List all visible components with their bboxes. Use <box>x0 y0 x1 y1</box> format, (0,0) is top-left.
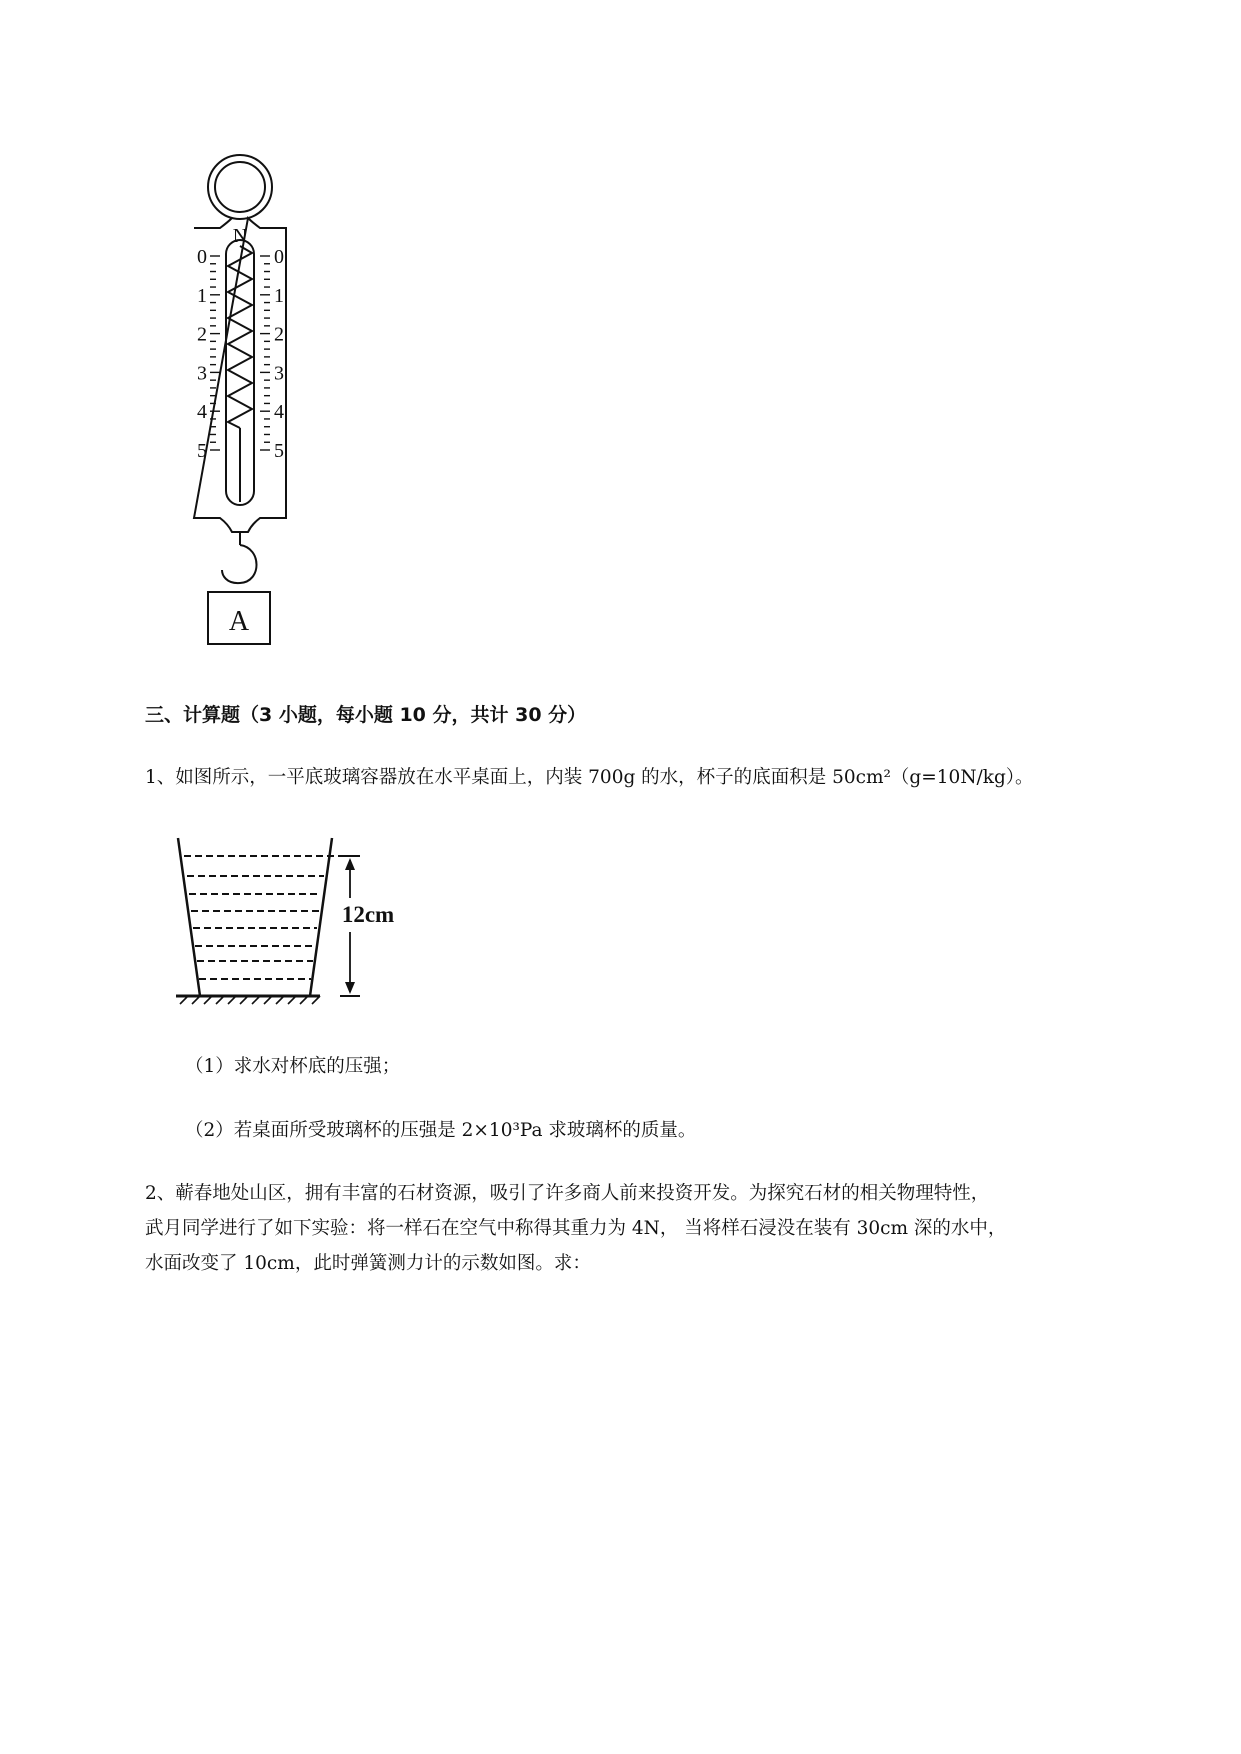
scale-label-left: 4 <box>197 401 207 424</box>
dimension-arrow-up <box>345 858 355 870</box>
scale-spring <box>228 246 252 428</box>
scale-label-right: 4 <box>274 401 284 424</box>
question-1-sub-2: （2）若桌面所受玻璃杯的压强是 2×10³Pa 求玻璃杯的质量。 <box>185 1120 697 1141</box>
scale-label-right: 3 <box>274 362 284 385</box>
scale-label-right: 2 <box>274 323 284 346</box>
question-1-text: 1、如图所示，一平底玻璃容器放在水平桌面上，内装 700g 的水，杯子的底面积是 50cm²（g=10N/kg）。 <box>145 767 1034 788</box>
question-2-line-1: 2、蕲春地处山区，拥有丰富的石材资源，吸引了许多商人前来投资开发。为探究石材的相关物理特性， <box>145 1183 990 1204</box>
question-1-sub-1: （1）求水对杯底的压强； <box>185 1056 401 1077</box>
cup-left-wall <box>178 838 200 996</box>
section-heading: 三、计算题（3 小题，每小题 10 分，共计 30 分） <box>145 704 587 726</box>
scale-label-right: 5 <box>274 440 284 462</box>
scale-label-left: 0 <box>197 246 207 268</box>
cup-figure <box>170 830 400 1005</box>
scale-label-left: 3 <box>197 362 207 385</box>
scale-ring-outer <box>208 155 272 219</box>
scale-label-left: 1 <box>197 284 207 307</box>
scale-unit-label: N <box>232 225 248 247</box>
scale-label-left: 2 <box>197 323 207 346</box>
scale-ring-inner <box>215 162 265 212</box>
dimension-arrow-down <box>345 982 355 994</box>
question-2-line-2: 武月同学进行了如下实验：将一样石在空气中称得其重力为 4N， 当将样石浸没在装有 30cm 深的水中， <box>145 1218 1007 1239</box>
scale-hook <box>222 545 257 583</box>
cup-right-wall <box>310 838 332 996</box>
question-2-line-3: 水面改变了 10cm，此时弹簧测力计的示数如图。求： <box>145 1253 591 1274</box>
spring-scale-figure <box>180 150 320 670</box>
water-lines <box>184 856 356 979</box>
scale-label-left: 5 <box>197 440 207 462</box>
dimension-label: 12cm <box>341 902 395 927</box>
scale-label-right: 0 <box>274 246 284 268</box>
scale-label-right: 1 <box>274 284 284 307</box>
object-label: A <box>228 606 250 637</box>
